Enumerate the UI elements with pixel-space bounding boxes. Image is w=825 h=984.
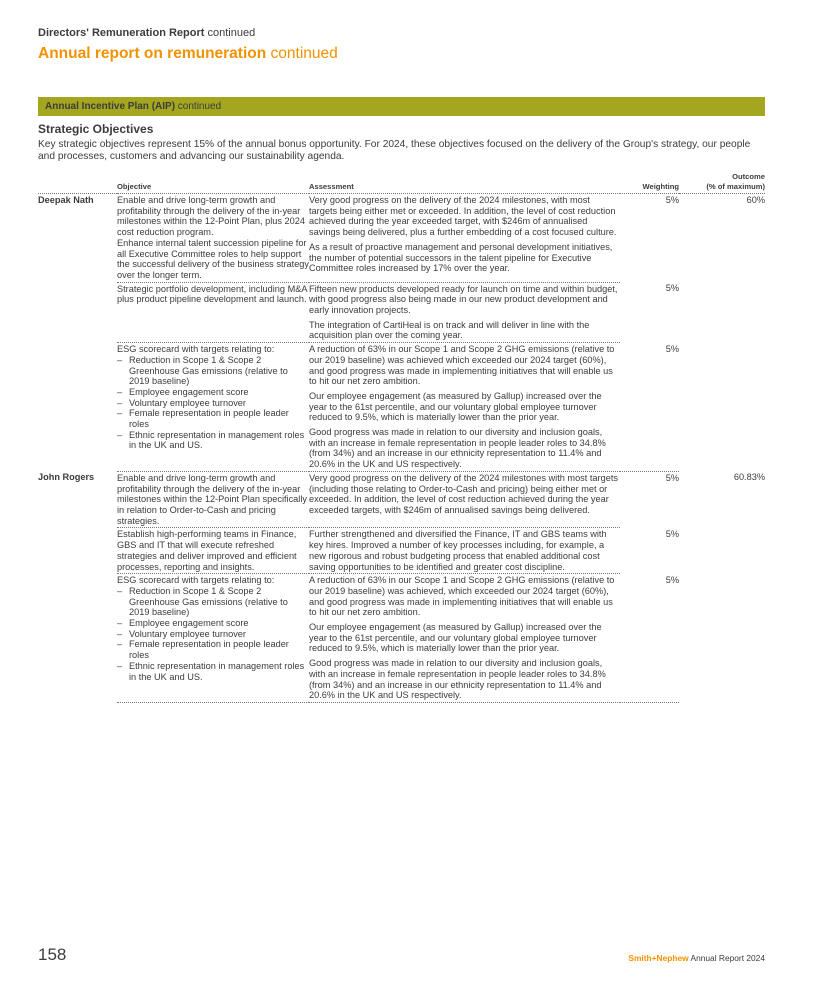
assessment-paragraph: Further strengthened and diversified the Finance, IT and GBS teams with key hires. Improved a number of key processes including, for example, a new rigorous and robust budgeting process that enabled additional cost saving opportunities to be identified and greater cost discipline. (309, 529, 607, 572)
header-assessment: Assessment (309, 172, 620, 194)
weighting-cell: 5% (665, 195, 679, 205)
table-row (38, 528, 765, 574)
strategic-objectives-table (38, 172, 765, 703)
footer-report: Annual Report 2024 (688, 953, 765, 963)
header-outcome-line1: Outcome (732, 172, 765, 181)
esg-target-item: – Voluntary employee turnover (117, 629, 309, 640)
assessment-paragraph: Good progress was made in relation to our diversity and inclusion goals, with an increase in female representation in people leader roles to 34.8% (from 34%) and an increase in our ethnicity representation to 11.4% and 20.6% in the UK and US respectively. (309, 427, 606, 470)
assessment-paragraph: Our employee engagement (as measured by Gallup) increased over the year to the 61st percentile, and our voluntary global employee turnover reduced to 9.5%, which is materially lower than the prior year. (309, 622, 602, 654)
esg-intro: ESG scorecard with targets relating to: (117, 344, 275, 355)
assessment-paragraph: Good progress was made in relation to our diversity and inclusion goals, with an increase in female representation in people leader roles to 34.8% (from 34%) and an increase in our ethnicity representation to 11.4% and 20.6% in the UK and US respectively. (309, 658, 606, 701)
weighting-cell: 5% (665, 472, 679, 483)
weighting-cell: 5% (665, 283, 679, 294)
assessment-paragraph: Our employee engagement (as measured by Gallup) increased over the year to the 61st percentile, and our voluntary global employee turnover reduced to 9.5%, which is materially lower than the prior year. (309, 390, 602, 423)
objective-cell (117, 574, 309, 703)
section-intro: Key strategic objectives represent 15% of the annual bonus opportunity. For 2024, these objectives focused on the delivery of the Group's strategy, our people and processes, customers and advancing our sustainability agenda. (38, 139, 751, 162)
objective-text: Establish high-performing teams in Finance, GBS and IT that will execute refreshed strategies and deliver improved and efficient processes, reporting and insights. (117, 529, 297, 572)
objective-cell (117, 282, 309, 343)
esg-target-item: – Reduction in Scope 1 & Scope 2 Greenhouse Gas emissions (relative to 2019 baseline) (117, 586, 309, 618)
esg-intro: ESG scorecard with targets relating to: (117, 575, 275, 586)
footer-brand (628, 953, 765, 963)
assessment-cell (309, 343, 620, 472)
weighting-cell: 5% (620, 574, 679, 703)
header-outcome-line2: (% of maximum) (706, 181, 765, 191)
objective-text: Strategic portfolio development, including M&A plus product pipeline development and launch. (117, 283, 307, 305)
weighting-cell: 5% (665, 528, 679, 539)
aip-band-suffix: continued (175, 101, 222, 112)
objective-text: Enhance internal talent succession pipeline for all Executive Committee roles to help support the successful delivery of the business strategy over the longer term. (117, 237, 310, 280)
assessment-cell (309, 574, 620, 703)
assessment-cell (309, 471, 620, 528)
assessment-cell (309, 282, 620, 343)
section-header-suffix: continued (204, 27, 256, 39)
assessment-cell (309, 528, 620, 574)
objective-cell (117, 471, 309, 528)
assessment-paragraph: Very good progress on the delivery of the 2024 milestones with most targets (including those relating to Order-to-Cash and pricing) being either met or exceeded. In addition, the level of cost reduction achieved during the year exceeded targets, with $246m of annualised savings being delivered. (309, 472, 618, 515)
assessment-paragraph: The integration of CartiHeal is on track and will deliver in line with the acquisition plan over the coming year. (309, 319, 590, 341)
esg-target-item: – Voluntary employee turnover (117, 398, 309, 409)
header-objective: Objective (117, 172, 309, 194)
esg-target-item: – Female representation in people leader roles (117, 408, 309, 429)
objective-cell (117, 343, 309, 472)
table-row (38, 343, 765, 472)
outcome-cell: 60% (746, 195, 765, 205)
esg-target-item: – Reduction in Scope 1 & Scope 2 Greenhouse Gas emissions (relative to 2019 baseline) (117, 355, 309, 387)
header-outcome (679, 172, 765, 194)
objective-cell (117, 528, 309, 574)
objective-cell (117, 194, 309, 283)
assessment-paragraph: A reduction of 63% in our Scope 1 and Scope 2 GHG emissions (relative to our 2019 baseline) was achieved which exceeded our 2024 target (60%), and good progress was made in implementing initiatives that will enable us to hit our net zero ambition. (309, 344, 615, 387)
esg-target-list (117, 355, 309, 451)
section-header-bold: Directors' Remuneration Report (38, 27, 205, 39)
executive-name: Deepak Nath (38, 195, 94, 205)
objective-text: Enable and drive long-term growth and profitability through the delivery of the in-year milestones within the 12-Point Plan specifically in relation to Order-to-Cash and pricing strategies. (117, 472, 307, 526)
header-weighting: Weighting (620, 172, 679, 194)
page-title-bold: Annual report on remuneration (38, 45, 267, 62)
executive-name: John Rogers (38, 472, 95, 483)
table-row (38, 471, 765, 528)
assessment-paragraph: Fifteen new products developed ready for launch on time and within budget, with good progress also being made in our new product development and early innovation projects. (309, 283, 618, 316)
section-header (38, 27, 255, 39)
table-row (38, 574, 765, 703)
assessment-cell (309, 194, 620, 283)
esg-target-item: – Ethnic representation in management roles in the UK and US. (117, 661, 309, 682)
aip-band-bold: Annual Incentive Plan (AIP) (45, 101, 176, 112)
table-header-row (38, 172, 765, 194)
esg-target-item: – Employee engagement score (117, 618, 309, 629)
objective-text: Enable and drive long-term growth and profitability through the delivery of the in-year milestones within the 12-Point Plan, plus 2024 cost reduction program. (117, 195, 305, 238)
esg-target-list (117, 586, 309, 682)
footer-brand-name: Smith+Nephew (628, 953, 689, 963)
table-row (38, 194, 765, 283)
esg-target-item: – Ethnic representation in management roles in the UK and US. (117, 430, 309, 451)
header-name (38, 172, 117, 194)
table-row (38, 282, 765, 343)
esg-target-item: – Female representation in people leader roles (117, 639, 309, 660)
esg-target-item: – Employee engagement score (117, 387, 309, 398)
assessment-paragraph: As a result of proactive management and personal development initiatives, the number of potential successors in the talent pipeline for Executive Committee roles increased by 17% over the year. (309, 241, 613, 274)
aip-band (38, 97, 765, 116)
assessment-paragraph: A reduction of 63% in our Scope 1 and Scope 2 GHG emissions (relative to our 2019 baseline) was achieved, which exceeded our 2024 target (60%), and good progress was made in implementing initiatives that will enable us to hit our net zero ambition. (309, 575, 615, 618)
weighting-cell: 5% (620, 343, 679, 472)
table-body (38, 194, 765, 703)
assessment-paragraph: Very good progress on the delivery of the 2024 milestones, with most targets being either met or exceeded. In addition, the level of cost reduction achieved during the year exceeded target, with $246m of annualised savings being delivered, plus a further embedding of a cost focused culture. (309, 195, 617, 238)
outcome-cell: 60.83% (733, 472, 765, 483)
page-title (38, 45, 338, 63)
page-number: 158 (38, 945, 67, 964)
page-title-suffix: continued (266, 45, 338, 62)
section-title: Strategic Objectives (38, 122, 154, 136)
